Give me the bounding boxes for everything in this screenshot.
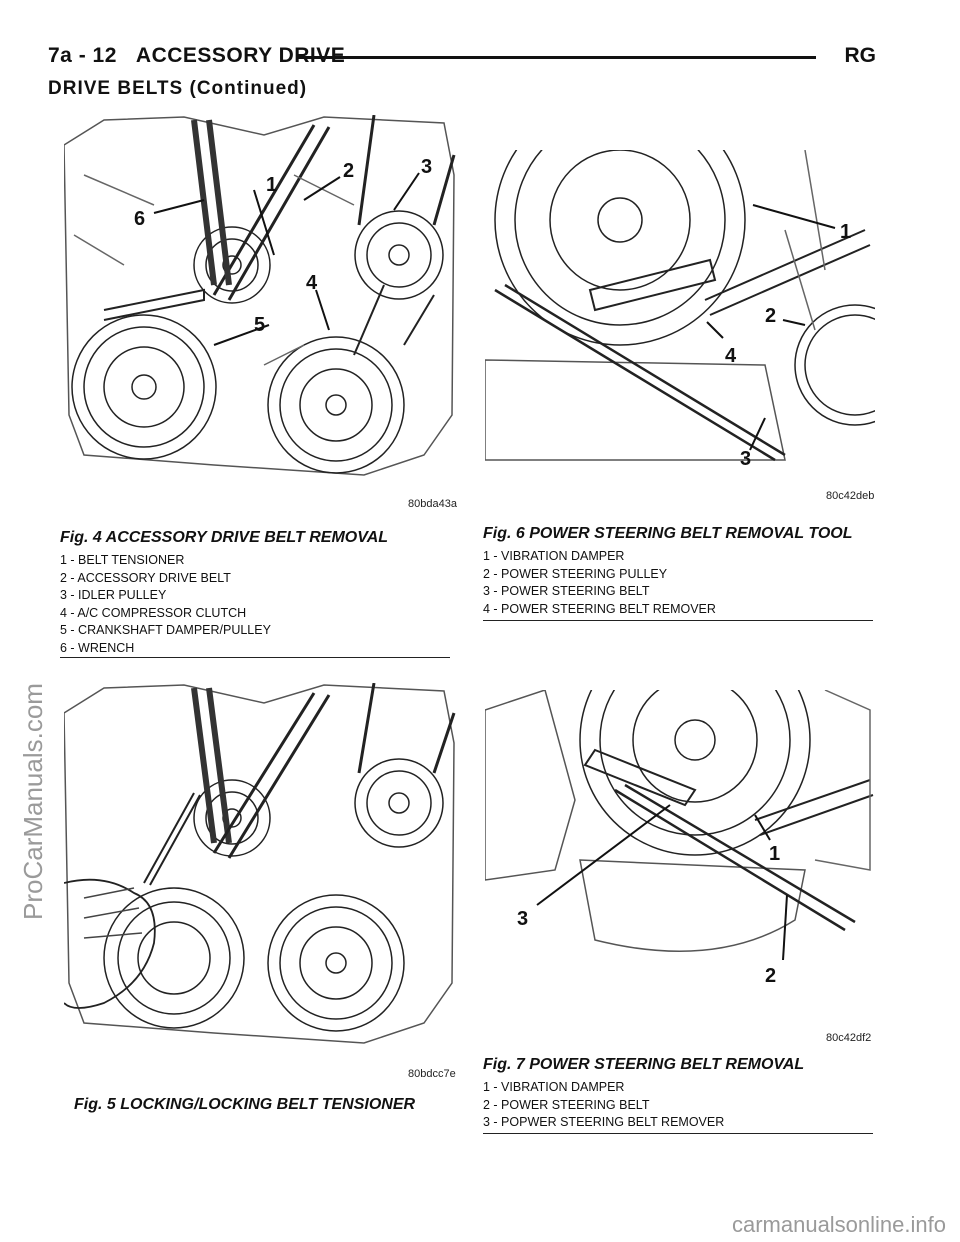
page-header [48,44,876,74]
fig4-rule [60,657,450,658]
bottom-watermark[interactable]: carmanualsonline.info [731,1212,946,1237]
legend-item: 2 - POWER STEERING BELT [483,1097,650,1112]
header-rule [298,56,816,59]
fig7-callout-2: 2 [765,965,777,987]
legend-item: 3 - POPWER STEERING BELT REMOVER [483,1115,725,1129]
fig7-callout-1: 1 [769,843,781,865]
legend-item: 2 - POWER STEERING PULLEY [483,566,668,581]
legend-item: 1 - VIBRATION DAMPER [483,1080,625,1094]
legend-item: 1 - BELT TENSIONER [60,553,185,567]
fig4-code: 80bda43a [408,498,457,510]
legend-item: 4 - A/C COMPRESSOR CLUTCH [60,605,247,620]
fig7-code: 80c42df2 [826,1032,872,1044]
fig6-illustration [485,150,875,480]
fig6-code: 80c42deb [826,490,875,502]
fig7-callout-3: 3 [517,908,529,930]
fig6-rule [483,620,873,621]
legend-item: 3 - POWER STEERING BELT [483,584,650,598]
legend-item: 6 - WRENCH [60,640,135,655]
fig6-legend [483,548,716,618]
fig6-caption: Fig. 6 POWER STEERING BELT REMOVAL TOOL [483,525,853,542]
section-name: ACCESSORY DRIVE [135,44,346,67]
fig7-legend [483,1079,724,1132]
fig4-callout-2: 2 [343,160,355,182]
fig4-legend [60,552,271,657]
legend-item: 3 - IDLER PULLEY [60,588,167,602]
fig6-callout-4: 4 [725,345,737,367]
fig4-callout-6: 6 [134,208,146,230]
page-number: 7a - 12 [48,44,117,67]
model-code: RG [844,44,876,67]
side-watermark-text: ProCarManuals.com [18,683,48,920]
legend-item: 1 - VIBRATION DAMPER [483,549,625,563]
fig5-caption: Fig. 5 LOCKING/LOCKING BELT TENSIONER [74,1096,416,1113]
fig7-rule [483,1133,873,1134]
fig4-callout-4: 4 [306,272,318,294]
fig7-illustration [485,690,875,1020]
fig6-callout-2: 2 [765,305,777,327]
legend-item: 2 - ACCESSORY DRIVE BELT [60,570,231,585]
fig4-callout-3: 3 [421,156,433,178]
fig4-callout-1: 1 [266,174,278,196]
fig6-callout-1: 1 [840,221,852,243]
fig5-code: 80bdcc7e [408,1068,456,1080]
fig4-callout-5: 5 [254,314,266,336]
fig6-callout-3: 3 [740,448,752,470]
fig4-illustration [64,115,456,493]
fig4-caption: Fig. 4 ACCESSORY DRIVE BELT REMOVAL [60,529,389,546]
fig5-illustration [64,683,456,1055]
continued-heading: DRIVE BELTS (Continued) [48,78,308,99]
fig7-caption: Fig. 7 POWER STEERING BELT REMOVAL [483,1056,805,1073]
legend-item: 5 - CRANKSHAFT DAMPER/PULLEY [60,623,271,637]
side-watermark [18,520,58,940]
legend-item: 4 - POWER STEERING BELT REMOVER [483,601,716,616]
